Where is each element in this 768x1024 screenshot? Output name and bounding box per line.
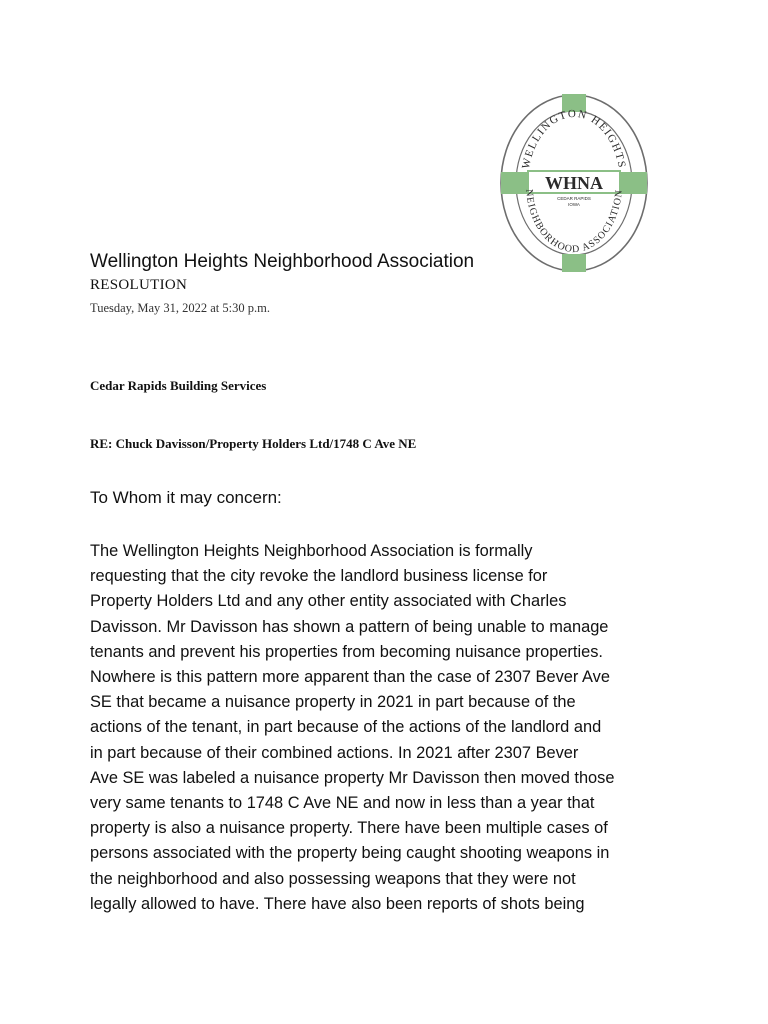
body-line: Ave SE was labeled a nuisance property Mr Davisson then moved those [90,768,615,787]
salutation: To Whom it may concern: [90,488,282,507]
logo-band-bottom [562,254,586,272]
logo-state: IOWA [568,202,580,207]
body-line: actions of the tenant, in part because of the actions of the landlord and [90,718,602,737]
whna-logo [498,92,650,274]
body-line: SE that became a nuisance property in 2021 in part because of the [90,693,576,712]
body-line: Property Holders Ltd and any other entity associated with Charles [90,592,567,611]
logo-city: CEDAR RAPIDS [557,196,591,201]
organization-name: Wellington Heights Neighborhood Association [90,251,475,272]
body-line: property is also a nuisance property. There have been multiple cases of [90,819,608,838]
document-type: RESOLUTION [90,277,188,293]
body-line: The Wellington Heights Neighborhood Association is formally [90,542,533,560]
body-line: Davisson. Mr Davisson has shown a pattern of being unable to manage [90,617,609,636]
body-line: the neighborhood and also possessing weapons that they were not [90,869,576,888]
body-line: legally allowed to have. There have also been reports of shots being [90,894,585,913]
logo-arc-top-text: WELLINGTON HEIGHTS [520,107,628,170]
body-line: in part because of their combined actions. In 2021 after 2307 Bever [90,743,579,762]
logo-acronym: WHNA [545,173,603,193]
document-date: Tuesday, May 31, 2022 at 5:30 p.m. [90,301,270,315]
body-line: persons associated with the property being caught shooting weapons in [90,844,610,863]
body-line: Nowhere is this pattern more apparent than the case of 2307 Bever Ave [90,668,610,687]
recipient-line: Cedar Rapids Building Services [90,378,267,393]
body-line: tenants and prevent his properties from becoming nuisance properties. [90,642,603,661]
letter-body [90,539,690,917]
subject-line: RE: Chuck Davisson/Property Holders Ltd/1748 C Ave NE [90,436,417,451]
body-line: requesting that the city revoke the landlord business license for [90,567,548,586]
logo-arc-bottom-text: NEIGHBORHOOD ASSOCIATION [523,188,625,256]
body-line: very same tenants to 1748 C Ave NE and now in less than a year that [90,794,595,813]
